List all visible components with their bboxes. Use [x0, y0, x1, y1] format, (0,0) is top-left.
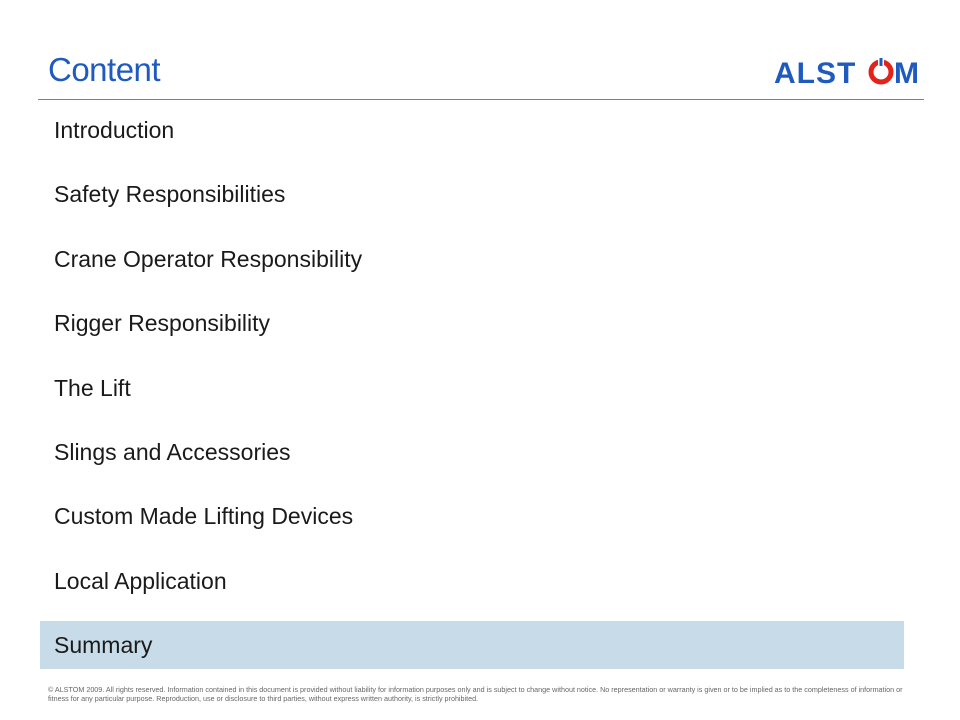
content-list — [40, 100, 904, 686]
copyright-footer: © ALSTOM 2009. All rights reserved. Information contained in this document is provided without liability for information purposes only and is subject to change without notice. No representation or warranty is given or to be implied as to the completeness of information or fitness for any particular purpose. Reproduction, use or disclosure to third parties, without express written authority, is strictly prohibited. — [48, 685, 903, 703]
list-item-summary[interactable]: Summary — [40, 621, 904, 669]
list-item-rigger-responsibility[interactable]: Rigger Responsibility — [54, 310, 271, 337]
list-item-introduction[interactable]: Introduction — [54, 117, 175, 143]
logo-ring-icon — [871, 57, 891, 82]
list-item-safety-responsibilities[interactable]: Safety Responsibilities — [54, 181, 286, 208]
list-item-local-application[interactable]: Local Application — [54, 567, 227, 594]
list-item-the-lift[interactable]: The Lift — [54, 374, 131, 401]
alstom-logo — [774, 55, 928, 91]
list-item-custom-made-lifting-devices[interactable]: Custom Made Lifting Devices — [54, 503, 354, 530]
list-item-slings-and-accessories[interactable]: Slings and Accessories — [54, 438, 291, 465]
svg-text:M: M — [894, 57, 919, 90]
page-title: Content — [48, 51, 161, 88]
svg-text:ALST: ALST — [774, 57, 857, 90]
list-item-crane-operator-responsibility[interactable]: Crane Operator Responsibility — [54, 245, 363, 272]
